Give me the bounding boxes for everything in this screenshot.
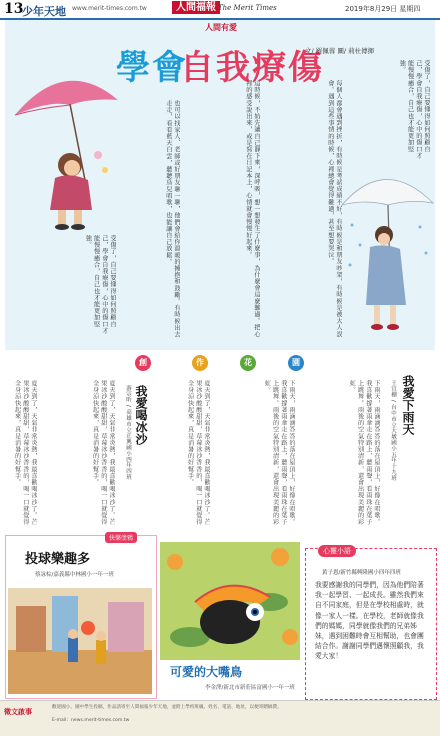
toucan-author: 李金澤/新北市新莊區富國小一年一班 [205,685,295,691]
circle-label-1: 創 [135,355,151,371]
circle-label-2: 作 [192,355,208,371]
feature-body-2: 每個人都會遇到挫折，有時候是考試成績不好，有時候是和朋友吵架，有時候是被大人誤會。遇到這些事情的時候，心裡總會覺得難過，甚至想要哭泣。 [326,80,342,338]
story-title-ice: 我愛喝冰沙 [134,385,148,445]
drawing-author: 蔡詠棕/嘉義縣中林國小一年一班 [35,572,114,578]
section-title: 少年天地 [22,5,66,18]
heart-box-label: 心靈小語 [318,545,356,557]
drawing-title: 投球樂趣多 [25,552,91,567]
feature-title-a: 學會 [116,48,188,88]
newspaper-logo: 人間福報 [172,1,220,14]
feature-body-1: 受傷了，自己要懂得如何照顧自己，學會自我療傷，心中的傷口才能慢慢癒合，自己也才能更加堅強。 [398,60,430,159]
girl-umbrella-illustration [10,60,120,230]
feature-body-3: 這時候，不妨先讓自己靜下來，深呼吸，想一想發生了什麼事，為什麼會這麼難過。把心裡的感受說出來，或是寫在日記本上，心情就會慢慢好起來。 [244,80,260,338]
newspaper-logo-en: The Merit Times [218,4,277,12]
circle-label-3: 花 [240,355,256,371]
story-author-ice: 游宗昕 / 高雄市立正興國小四年四班 [125,385,131,481]
site-url[interactable]: www.merit-times.com.tw [72,5,147,12]
issue-date: 2019年8月29日 星期四 [345,5,421,13]
ball-game-drawing [8,588,152,694]
girl-white-umbrella-illustration [340,165,435,335]
story-body-rain-2: 下雨天，雨滴滴答答的落在屋頂上，好像在唱歌。我喜歡撐著雨傘走在路上，聽雨聲，看雨珠在葉子上跳舞。雨後的空氣特別清新，還會出現美麗的彩虹。 [263,380,295,526]
feature-title-b: 自我療傷 [180,48,324,88]
footer-text: 歡迎國小、國中學生投稿，作品請寄至人間福報少年天地，並附上學校班級、姓名、電話、地址，以便寄贈稿費。 [52,705,282,710]
drawing-box-label: 快樂塗鴉 [105,532,137,543]
toucan-title: 可愛的大嘴鳥 [170,665,243,679]
feature-byline: 文/ 羅佩蓉 圖/ 莉杜傳揮 [305,47,375,55]
heart-box-author: 黃子恩/新竹縣興隆國小四年四班 [322,570,401,576]
circle-label-4: 園 [288,355,304,371]
page-number: 13 [4,1,24,17]
footer-label: 徵文啟事 [4,708,32,716]
heart-box-text: 我要感謝我的同學們，因為他們陪著我一起學習、一起成長。雖然我們來自不同家庭，但是在學校相處時，就像一家人一樣。在學校，老師就像我們的媽媽，同學就像我們的兄弟姊妹，遇到困難時會互相幫助，也會團結合作。謝謝同學們邁懷照顧我，我愛大家！ [315,581,424,661]
feature-kicker: 人間有愛 [205,23,237,32]
feature-body-5: 受傷了，自己要懂得如何照顧自己，學會自我療傷，心中的傷口才能慢慢癒合，自己也才能更加堅強。 [84,235,116,334]
story-author-rain: 王宜棚 / 台中市立大墩國小五年十九班 [390,380,396,481]
story-title-rain: 我愛下雨天 [401,375,415,435]
story-body-ice: 夏天到了，天氣非常炎熱，我最喜歡喝冰沙了。芒果冰沙酸酸甜甜，草莓冰沙香香的，喝一口就覺得全身涼快起來，真是消暑的好幫手。 [186,380,210,526]
feature-body-4: 也可以找家人、老師或好朋友聊一聊，他們會給你溫暖的擁抱和鼓勵。有時候出去走走，看看藍天白雲，聽聽鳥兒唱歌，也能讓自己放鬆。 [164,100,180,338]
story-body-rain: 下雨天，雨滴滴答答的落在屋頂上，好像在唱歌。我喜歡撐著雨傘走在路上，聽雨聲，看雨珠在葉子上跳舞。雨後的空氣特別清新，還會出現美麗的彩虹。 [348,380,380,526]
toucan-drawing [160,542,300,660]
story-body-ice-2: 夏天到了，天氣非常炎熱，我最喜歡喝冰沙了。芒果冰沙酸酸甜甜，草莓冰沙香香的，喝一口就覺得全身涼快起來，真是消暑的好幫手。 [91,380,115,526]
story-body-ice-3: 夏天到了，天氣非常炎熱，我最喜歡喝冰沙了。芒果冰沙酸酸甜甜，草莓冰沙香香的，喝一口就覺得全身涼快起來，真是消暑的好幫手。 [13,380,37,526]
footer-email[interactable]: E-mail：news.merit-times.com.tw [52,718,130,723]
